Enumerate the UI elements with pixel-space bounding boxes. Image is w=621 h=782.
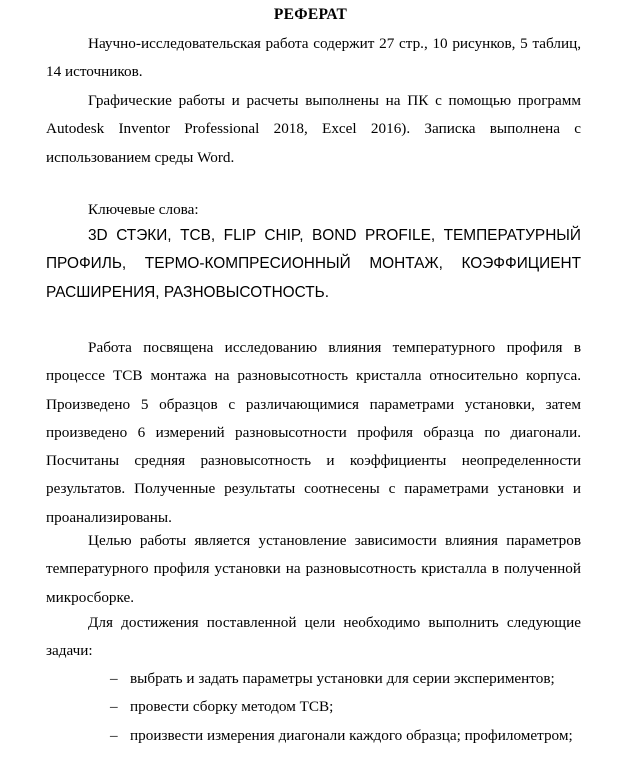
list-item xyxy=(0,693,621,721)
paragraph-summary: Работа посвящена исследованию влияния температурного профиля в процессе ТСВ монтажа на разновысотность кристалла относительно корпуса. Произведено 5 образцов с различающимися параметрами установки, затем произведено 6 измерений разновысотности профиля образца по диагонали. Посчитаны средняя разновысотность и коэффициенты неопределенности результатов. Полученные результаты соотнесены с параметрами установки и проанализированы. xyxy=(46,339,581,526)
paragraph-goal: Целью работы является установление зависимости влияния параметров температурного профиля установки на разновысотность кристалла в полученной микросборке. xyxy=(46,532,581,606)
paragraph-software: Графические работы и расчеты выполнены на ПК с помощью программ Autodesk Inventor Professional 2018, Excel 2016). Записка выполнена с использованием среды Word. xyxy=(46,92,581,166)
document-title: РЕФЕРАТ xyxy=(273,6,348,23)
tasks-list xyxy=(0,665,621,750)
list-item xyxy=(0,665,621,693)
paragraph-volume: Научно-исследовательская работа содержит 27 стр., 10 рисунков, 5 таблиц, 14 источников. xyxy=(46,35,581,81)
keywords-label: Ключевые слова: xyxy=(88,201,199,218)
list-item-text: провести сборку методом ТСВ; xyxy=(130,698,334,716)
list-item-text: произвести измерения диагонали каждого образца; профилометром; xyxy=(130,726,573,744)
list-dash: – xyxy=(110,698,118,716)
list-dash: – xyxy=(110,670,118,687)
list-dash: – xyxy=(110,726,118,744)
list-item xyxy=(0,722,621,750)
list-item-text: выбрать и задать параметры установки для серии экспериментов; xyxy=(130,670,555,687)
keywords-list: 3D СТЭКИ, ТСВ, FLIP CHIP, BOND PROFILE, ТЕМПЕРАТУРНЫЙ ПРОФИЛЬ, ТЕРМО-КОМПРЕСИОННЫЙ МОНТАЖ, КОЭФФИЦИЕНТ РАСШИРЕНИЯ, РАЗНОВЫСОТНОСТЬ. xyxy=(46,227,581,301)
paragraph-tasks-intro: Для достижения поставленной цели необходимо выполнить следующие задачи: xyxy=(46,614,581,660)
